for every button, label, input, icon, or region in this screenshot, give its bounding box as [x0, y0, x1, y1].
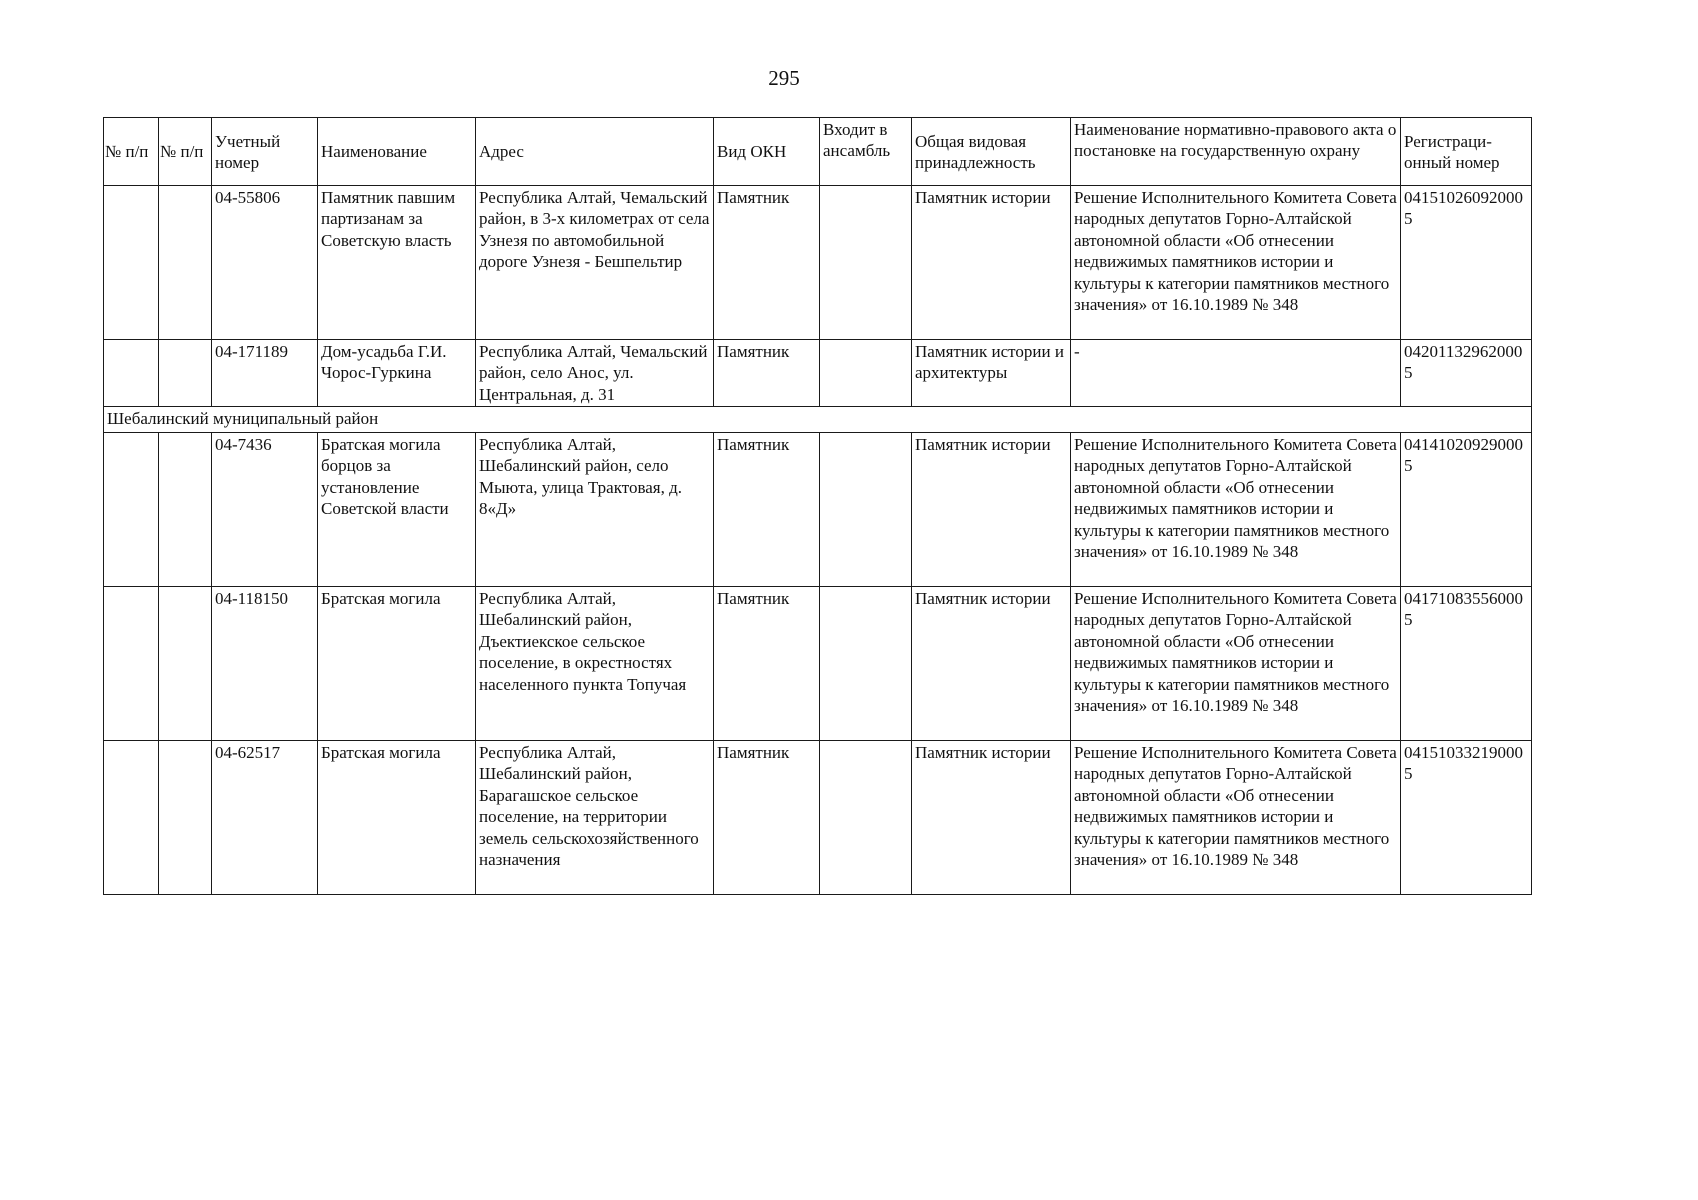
table-row: [104, 186, 1532, 340]
cell-category: Памятник истории и архитектуры: [912, 340, 1071, 407]
cell-number: [104, 433, 159, 587]
table-row: [104, 587, 1532, 741]
cell-legal-act: Решение Исполнительного Комитета Совета народных депутатов Горно-Алтайской автономной области «Об отнесении недвижимых памятников истории и культуры к категории памятников местного значения» от 16.10.1989 № 348: [1071, 186, 1401, 340]
header-object-type: Вид ОКН: [714, 118, 820, 186]
header-address: Адрес: [476, 118, 714, 186]
cell-name: Памятник павшим партизанам за Советскую власть: [318, 186, 476, 340]
cell-number: [104, 741, 159, 895]
cell-address: Республика Алтай, Чемальский район, село Анос, ул. Центральная, д. 31: [476, 340, 714, 407]
cell-object-type: Памятник: [714, 587, 820, 741]
cell-number: [104, 587, 159, 741]
cell-number: [104, 186, 159, 340]
cell-ensemble: [820, 741, 912, 895]
table-header-row: [104, 118, 1532, 186]
header-number: № п/п: [104, 118, 159, 186]
header-category: Общая видовая принадлежность: [912, 118, 1071, 186]
cell-address: Республика Алтай, Чемальский район, в 3-х километрах от села Узнезя по автомобильной дороге Узнезя - Бешпельтир: [476, 186, 714, 340]
cell-legal-act: Решение Исполнительного Комитета Совета народных депутатов Горно-Алтайской автономной области «Об отнесении недвижимых памятников истории и культуры к категории памятников местного значения» от 16.10.1989 № 348: [1071, 741, 1401, 895]
cell-object-type: Памятник: [714, 433, 820, 587]
cell-name: Братская могила борцов за установление Советской власти: [318, 433, 476, 587]
cell-number-2: [159, 186, 212, 340]
header-name: Наименование: [318, 118, 476, 186]
cell-legal-act: Решение Исполнительного Комитета Совета народных депутатов Горно-Алтайской автономной области «Об отнесении недвижимых памятников истории и культуры к категории памятников местного значения» от 16.10.1989 № 348: [1071, 433, 1401, 587]
cell-account-number: 04-7436: [212, 433, 318, 587]
header-number-2: № п/п: [159, 118, 212, 186]
cell-account-number: 04-55806: [212, 186, 318, 340]
cell-name: Братская могила: [318, 587, 476, 741]
cell-name: Братская могила: [318, 741, 476, 895]
cell-address: Республика Алтай, Шебалинский район, Дъектиекское сельское поселение, в окрестностях населенного пункта Топучая: [476, 587, 714, 741]
cell-legal-act: -: [1071, 340, 1401, 407]
table-row: [104, 340, 1532, 407]
cell-number-2: [159, 433, 212, 587]
cell-registration-number: 041510260920005: [1401, 186, 1532, 340]
cell-object-type: Памятник: [714, 741, 820, 895]
cell-object-type: Памятник: [714, 186, 820, 340]
cell-number: [104, 340, 159, 407]
cell-account-number: 04-171189: [212, 340, 318, 407]
cell-number-2: [159, 587, 212, 741]
header-ensemble: Входит в ансамбль: [820, 118, 912, 186]
cell-legal-act: Решение Исполнительного Комитета Совета народных депутатов Горно-Алтайской автономной области «Об отнесении недвижимых памятников истории и культуры к категории памятников местного значения» от 16.10.1989 № 348: [1071, 587, 1401, 741]
cell-number-2: [159, 741, 212, 895]
page-number: 295: [768, 66, 800, 90]
cell-object-type: Памятник: [714, 340, 820, 407]
cell-ensemble: [820, 587, 912, 741]
cell-name: Дом-усадьба Г.И. Чорос-Гуркина: [318, 340, 476, 407]
cell-registration-number: 041710835560005: [1401, 587, 1532, 741]
table-row: [104, 741, 1532, 895]
heritage-registry-table: [103, 117, 1532, 895]
cell-ensemble: [820, 433, 912, 587]
cell-category: Памятник истории: [912, 741, 1071, 895]
cell-registration-number: 041410209290005: [1401, 433, 1532, 587]
section-heading-shebalinsky: Шебалинский муниципальный район: [104, 407, 1532, 433]
cell-registration-number: 041510332190005: [1401, 741, 1532, 895]
header-registration-number: Регистраци-онный номер: [1401, 118, 1532, 186]
cell-ensemble: [820, 340, 912, 407]
cell-address: Республика Алтай, Шебалинский район, Барагашское сельское поселение, на территории земель сельскохозяйственного назначения: [476, 741, 714, 895]
cell-category: Памятник истории: [912, 433, 1071, 587]
cell-account-number: 04-118150: [212, 587, 318, 741]
cell-category: Памятник истории: [912, 186, 1071, 340]
section-row: [104, 407, 1532, 433]
cell-address: Республика Алтай, Шебалинский район, село Мыюта, улица Трактовая, д. 8«Д»: [476, 433, 714, 587]
cell-number-2: [159, 340, 212, 407]
header-account-number: Учетный номер: [212, 118, 318, 186]
cell-account-number: 04-62517: [212, 741, 318, 895]
cell-ensemble: [820, 186, 912, 340]
cell-category: Памятник истории: [912, 587, 1071, 741]
header-legal-act: Наименование нормативно-правового акта о постановке на государственную охрану: [1071, 118, 1401, 186]
cell-registration-number: 042011329620005: [1401, 340, 1532, 407]
table-row: [104, 433, 1532, 587]
